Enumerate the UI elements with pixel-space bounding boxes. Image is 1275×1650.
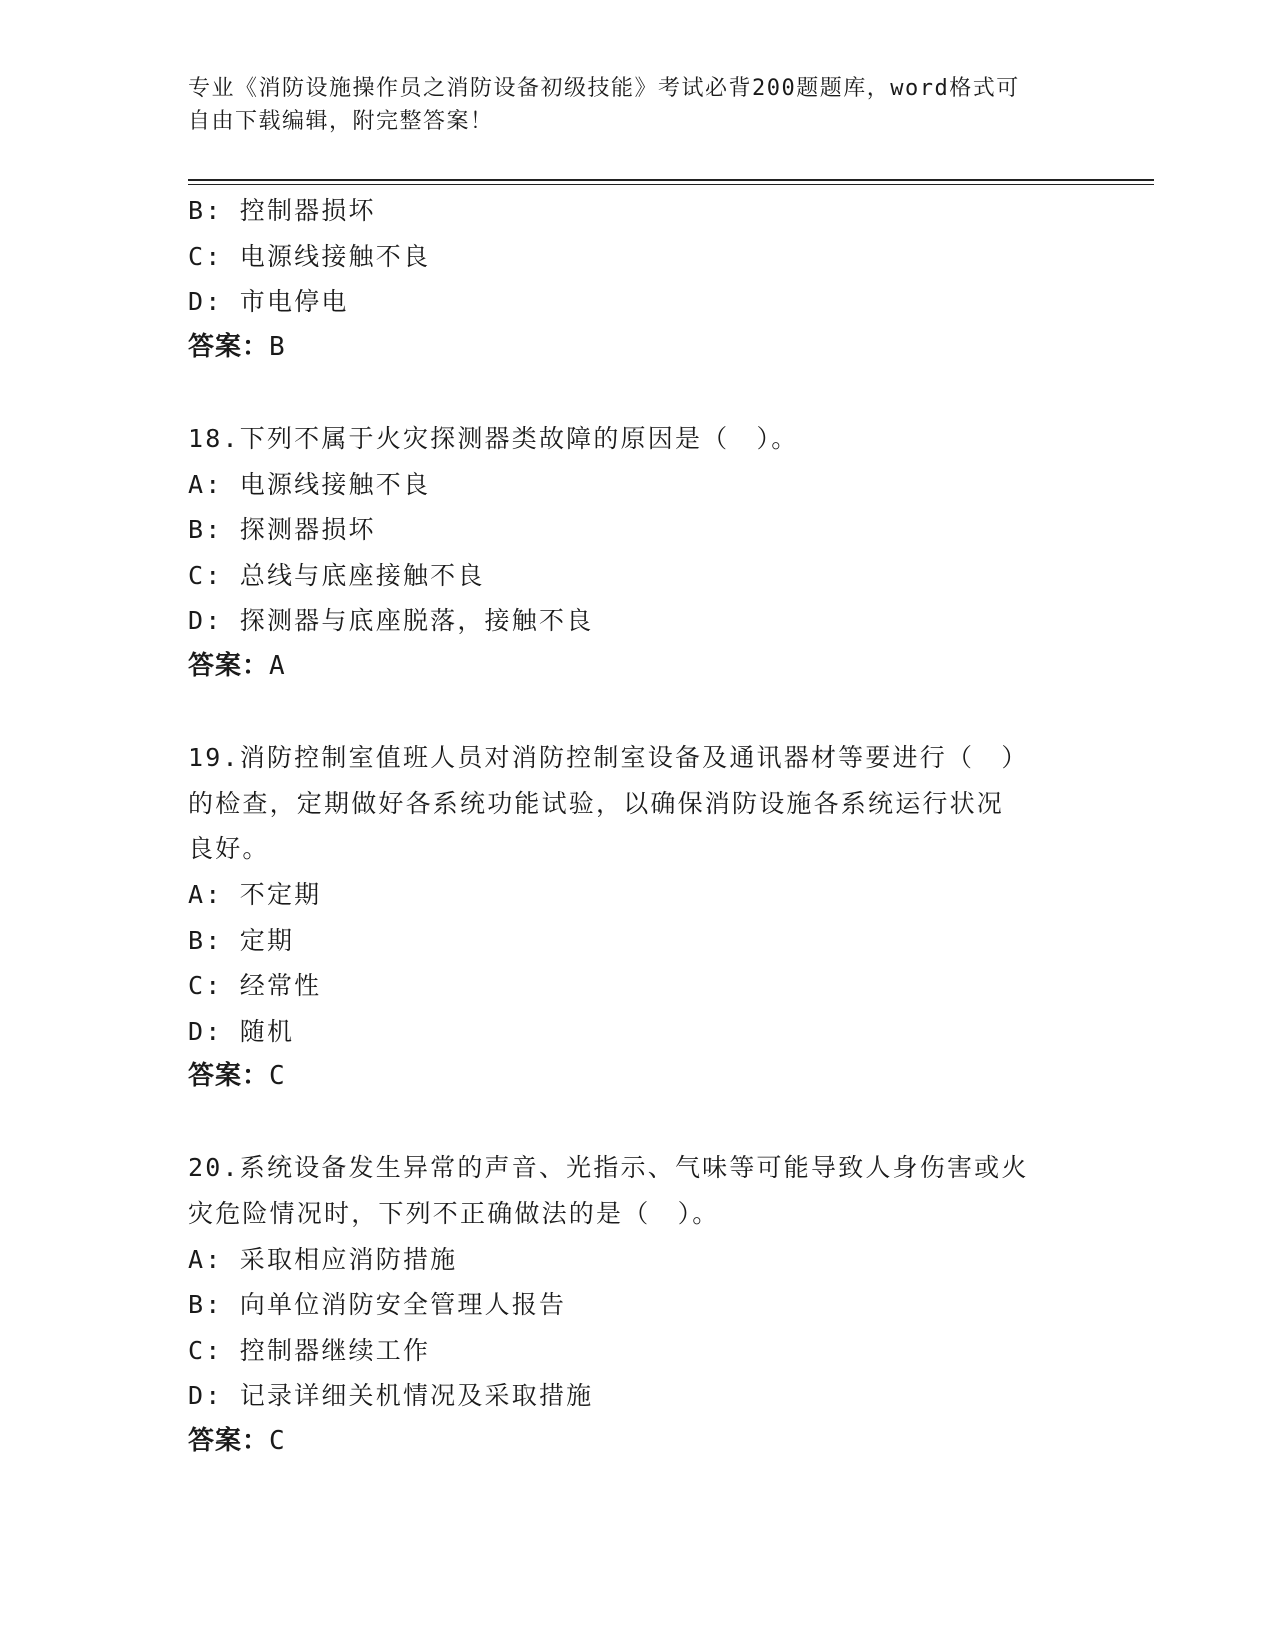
header-divider-thin bbox=[188, 184, 1154, 185]
answer-line bbox=[188, 1054, 1088, 1100]
answer-line bbox=[188, 325, 1088, 371]
question-stem-line-3: 良好。 bbox=[188, 834, 270, 864]
question-stem-line-1: 19.消防控制室值班人员对消防控制室设备及通讯器材等要进行（ ） bbox=[188, 743, 1029, 773]
option-c: C: 电源线接触不良 bbox=[188, 241, 431, 271]
answer-value: C bbox=[269, 1426, 286, 1457]
header-divider-thick bbox=[188, 179, 1154, 181]
header-line-2: 自由下载编辑，附完整答案！ bbox=[188, 109, 494, 134]
answer-label: 答案： bbox=[188, 1061, 270, 1092]
answer-line bbox=[188, 644, 1088, 690]
option-c: C: 经常性 bbox=[188, 971, 322, 1001]
answer-label: 答案： bbox=[188, 331, 270, 362]
option-c: C: 总线与底座接触不良 bbox=[188, 560, 485, 590]
question-19 bbox=[188, 735, 1088, 1100]
question-stem-line-2: 的检查，定期做好各系统功能试验，以确保消防设施各系统运行状况 bbox=[188, 788, 1005, 818]
question-stem-line-1: 20.系统设备发生异常的声音、光指示、气味等可能导致人身伤害或火 bbox=[188, 1153, 1029, 1183]
option-a: A: 电源线接触不良 bbox=[188, 469, 431, 499]
question-stem-line-2: 灾危险情况时，下列不正确做法的是（ ）。 bbox=[188, 1199, 720, 1229]
option-b: B: 探测器损坏 bbox=[188, 515, 376, 545]
option-b: B: 向单位消防安全管理人报告 bbox=[188, 1290, 567, 1320]
option-b: B: 控制器损坏 bbox=[188, 196, 376, 225]
option-d: D: 探测器与底座脱落，接触不良 bbox=[188, 606, 594, 636]
question-18 bbox=[188, 416, 1088, 690]
answer-value: B bbox=[269, 331, 286, 362]
question-list bbox=[188, 188, 1088, 1465]
option-a: A: 不定期 bbox=[188, 879, 322, 909]
answer-label: 答案： bbox=[188, 650, 270, 681]
answer-line bbox=[188, 1419, 1088, 1465]
answer-label: 答案： bbox=[188, 1426, 270, 1457]
question-stem: 18.下列不属于火灾探测器类故障的原因是（ ）。 bbox=[188, 423, 799, 453]
header-line-1: 专业《消防设施操作员之消防设备初级技能》考试必背200题题库，word格式可 bbox=[188, 76, 1020, 101]
option-a: A: 采取相应消防措施 bbox=[188, 1244, 458, 1274]
question-20 bbox=[188, 1145, 1088, 1464]
option-d: D: 记录详细关机情况及采取措施 bbox=[188, 1381, 594, 1411]
question-17-continued bbox=[188, 188, 1088, 370]
option-b: B: 定期 bbox=[188, 925, 295, 955]
document-header bbox=[188, 72, 1088, 138]
answer-value: A bbox=[269, 650, 286, 681]
option-d: D: 随机 bbox=[188, 1016, 295, 1046]
answer-value: C bbox=[269, 1061, 286, 1092]
option-c: C: 控制器继续工作 bbox=[188, 1335, 431, 1365]
option-d: D: 市电停电 bbox=[188, 287, 349, 317]
